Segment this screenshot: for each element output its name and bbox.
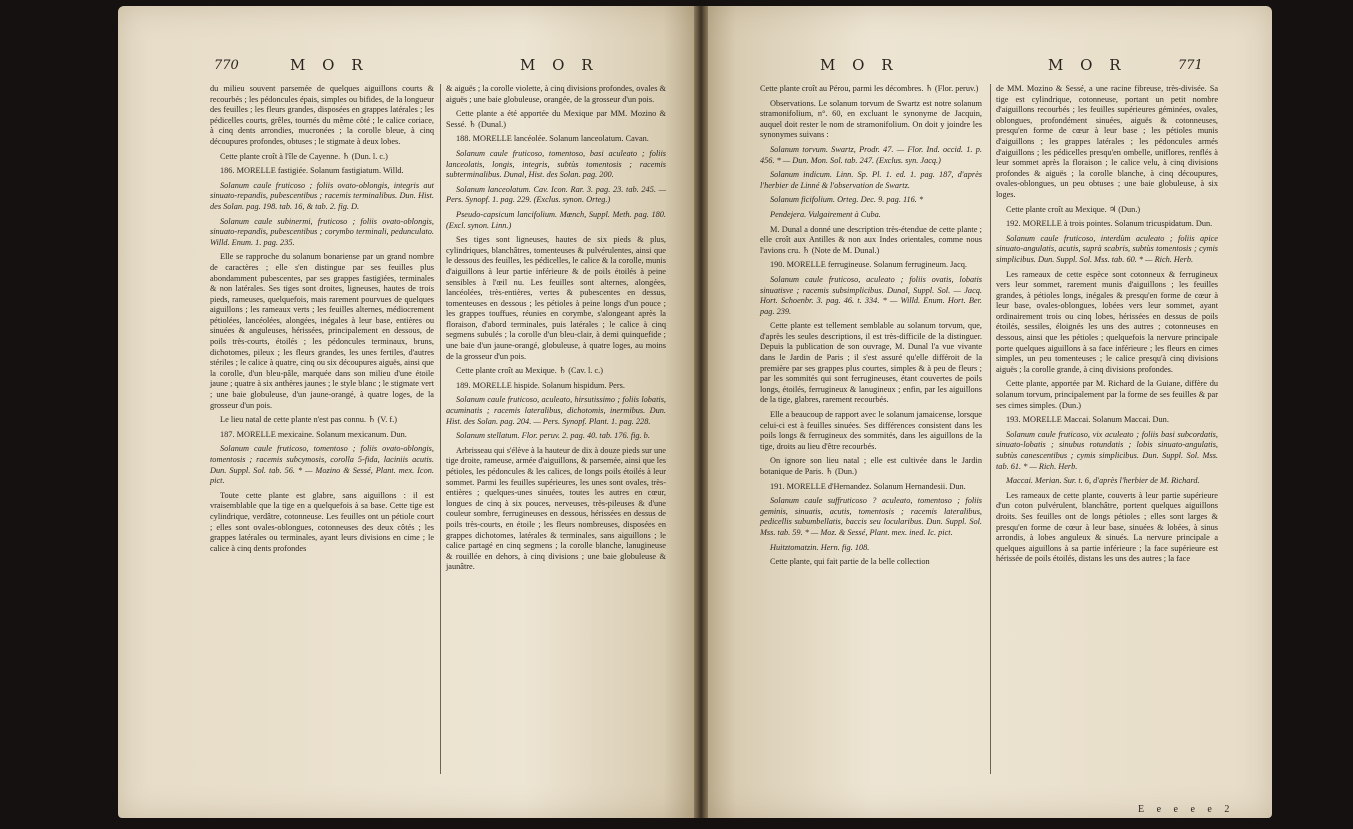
right-running-head-2: M O R xyxy=(1048,56,1127,74)
synonym: Solanum lanceolatum. Cav. Icon. Rar. 3. pag. 23. tab. 245. — Pers. Synopf. 1. pag. 229. (Exclus. synon. Orteg.) xyxy=(446,184,666,205)
paragraph: de MM. Mozino & Sessé, a une racine fibreuse, très-divisée. Sa tige est cylindrique, cotonneuse, portant un petit nombre d'aiguillons recourbés ; les feuilles supérieures géminées, ovales, oblongues, profondément sinuées, aiguës & cotonneuses, presqu'en forme de cœur à leur base ; les pétioles munis d'aiguillons ; les grappes latérales ; les pédoncules armés d'aiguillons ; les pédicelles presqu'en ombelle, uniflores, renflés à leur sommet après la floraison ; le calice velu, à cinq divisions profondes & aiguës ; la corolle blanche, à cinq découpures, ovales-oblongues, un peu obtuses ; une baie globuleuse, à six loges. xyxy=(996,84,1218,199)
synonym: Solanum ficifolium. Orteg. Dec. 9. pag. 116. * xyxy=(770,195,924,205)
synonym: Solanum torvum. Swartz, Prodr. 47. — Flor. Ind. occid. 1. p. 456. * — Dun. Mon. Sol. tab. 247. (Exclus. syn. Jacq.) xyxy=(760,144,982,165)
entry-heading: 190. MORELLE ferrugineuse. Solanum ferrugineum. Jacq. xyxy=(770,260,968,270)
left-column-rule xyxy=(440,84,441,774)
paragraph: Observations. Le solanum torvum de Swartz est notre solanum stramonifolium, n°. 60, en excluant le synonyme de Jacquin, auquel doit rester le nom de stramonifolium. On doit y joindre les synonymes suivans : xyxy=(760,98,982,140)
left-running-head-2: M O R xyxy=(520,56,599,74)
paragraph: Ses tiges sont ligneuses, hautes de six pieds & plus, cylindriques, blanchâtres, tomenteuses & pulvérulentes, ainsi que le dessous des feuilles, les pédicelles, le calice & la corolle, munis d'aiguillons à leur partie inférieure & de poils étoilés à peine sensibles à l'œil nu. Les feuilles sont alternes, alongées, lancéolées, très-entières, vertes & pubescentes en dessus, tomenteuses en dessous ; les pétioles à peine longs d'un pouce ; les grappes touffues, réunies en corymbe, s'alongeant après la floraison, d'abord terminales, puis latérales ; le calice à cinq segmens subulés ; la corolle d'un bleu-clair, à demi quinquefide ; une baie d'un jaune-orangé, globuleuse, à quatre loges, au moins de la grosseur d'un pois. xyxy=(446,235,666,361)
paragraph: Cette plante croît au Mexique. ♃ (Dun.) xyxy=(1006,204,1141,214)
paragraph: Cette plante croît à l'île de Cayenne. ♄ (Dun. l. c.) xyxy=(220,151,388,161)
paragraph: Arbrisseau qui s'élève à la hauteur de dix à douze pieds sur une tige droite, rameuse, armée d'aiguillons, & parsemée, ainsi que les pétioles, les pédoncules & les calices, de longs poils étoilés à leur sommet. Parmi les feuilles supérieures, les unes sont ovales, très-entières ; quelques-unes sinuées, toutes les autres en cœur, longues de cinq à six pouces, nerveuses, très-pileuses & d'une couleur sombre, ferrugineuses en dessous, hérissées en dessus de poils très-courts, en étoile ; les fleurs nombreuses, disposées en grappes dichotomes, latérales & terminales, sans aiguillons ; le calice partagé en cinq segmens ; la corolle blanche, lanugineuse & rouillée en dehors, à cinq divisions ; une baie globuleuse & jaunâtre. xyxy=(446,445,666,572)
paragraph: Cette plante croît au Mexique. ♄ (Cav. l. c.) xyxy=(456,366,603,376)
paragraph: Cette plante est tellement semblable au solanum torvum, que, d'après les seules descriptions, il est très-difficile de la distinguer. Depuis la publication de son ouvrage, M. Dunal l'a vue vivante dans le Jardin de Paris ; il s'est assuré qu'elle différoit de la première par ses grappes plus courtes, simples & à peu de fleurs ; par les sommités qui sont ferrugineuses, étant couvertes de poils longs, étoilés, ferrugineux & lanugineux ; enfin, par les aiguillons de la tige, glabres, rarement recourbés. xyxy=(760,321,982,405)
paragraph: Cette plante, apportée par M. Richard de la Guiane, diffère du solanum torvum, principalement par la forme de ses feuilles & par ses cimes simples. (Dun.) xyxy=(996,379,1218,410)
paragraph: Elle se rapproche du solanum bonariense par un grand nombre de caractères ; elle s'en distingue par ses feuilles plus abondamment pubescentes, par ses grappes fastigiées, terminales & non latérales. Ses tiges sont droites, ligneuses, hautes de trois pieds, rameuses, quelquefois, mais rarement pourvues de quelques aiguillons ; les rameaux verts ; les feuilles alternes, médiocrement pétiolées, lancéolées, alongées, inégales à leur base, entières ou sinuées & anguleuses, hérissées, principalement en dessous, de poils très-courts, étoilés ; les pédoncules terminaux, bruns, dichotomes, pileux ; les fleurs grandes, les unes fertiles, d'autres stériles ; le calice à quatre, cinq ou six découpures aiguës, ainsi que la corolle, d'un bleu-pâle, marquée dans son milieu d'une étoile jaune ; quatre à six anthères jaunes ; le style blanc ; le stigmate vert ; une baie globuleuse, d'un jaune-orangé, à quatre loges, de la grosseur d'un pois. xyxy=(210,252,434,410)
paragraph: & aiguës ; la corolle violette, à cinq divisions profondes, ovales & aiguës ; une baie globuleuse, orangée, de la grosseur d'un pois. xyxy=(446,84,666,104)
paragraph: Les rameaux de cette plante, couverts à leur partie supérieure d'un coton pulvérulent, blanchâtre, portent quelques aiguillons droits. Ses feuilles ont de longs pétioles ; elles sont larges & presqu'en forme de cœur à leur base, sinuées & lobées, à sinus arrondis, à lobes anguleux & sinués. La nervure principale a quelques aiguillons à sa partie inférieure ; la face supérieure est hérissée de poils étoilés, distans les uns des autres ; la face xyxy=(996,490,1218,564)
paragraph: Cette plante, qui fait partie de la belle collection xyxy=(770,557,930,567)
paragraph: Toute cette plante est glabre, sans aiguillons : il est vraisemblable que la tige en a quelquefois à sa base. Cette tige est cylindrique, verdâtre, cotonneuse. Les feuilles ont un pétiole court ; elles sont ovales-oblongues, cotonneuses des deux côtés ; les grappes latérales ou terminales, ayant leurs divisions en cime ; le calice à cinq dents profondes xyxy=(210,490,434,553)
entry-heading: 192. MORELLE à trois pointes. Solanum tricuspidatum. Dun. xyxy=(1006,219,1213,229)
paragraph: Cette plante croît au Pérou, parmi les décombres. ♄ (Flor. peruv.) xyxy=(760,84,979,93)
entry-heading: 186. MORELLE fastigiée. Solanum fastigiatum. Willd. xyxy=(220,166,404,176)
synonym: Pseudo-capsicum lancifolium. Mœnch, Suppl. Meth. pag. 180. (Excl. synon. Linn.) xyxy=(446,209,666,230)
right-page-number: 771 xyxy=(1178,58,1203,73)
paragraph: Cette plante a été apportée du Mexique par MM. Mozino & Sessé. ♄ (Dunal.) xyxy=(446,109,666,129)
left-page-column-1 xyxy=(210,84,434,558)
latin-diagnosis: Solanum caule fruticoso, aculeato ; foliis ovatis, lobatis sinuatisve ; racemis subsimplicibus. Dunal, Suppl. Sol. — Jacq. Hort. Schoenbr. 3. pag. 46. t. 334. * — Willd. Enum. Hort. Ber. pag. 239. xyxy=(760,274,982,316)
left-running-head-1: M O R xyxy=(290,56,369,74)
entry-heading: 188. MORELLE lancéolée. Solanum lanceolatum. Cavan. xyxy=(456,134,649,144)
paragraph: On ignore son lieu natal ; elle est cultivée dans le Jardin botanique de Paris. ♄ (Dun.) xyxy=(760,456,982,476)
right-column-rule xyxy=(990,84,991,774)
right-running-head-1: M O R xyxy=(820,56,899,74)
synonym: Huitztomatzin. Hern. fig. 108. xyxy=(770,542,870,552)
right-page-column-2 xyxy=(996,84,1218,569)
latin-diagnosis: Solanum caule fruticoso, aculeato, hirsutissimo ; foliis lobatis, acuminatis ; racemis lateralibus, dichotomis, inermibus. Dun. Hist. des Solan. pag. 204. — Pers. Synopf. Plant. 1. pag. 228. xyxy=(446,395,666,426)
right-page-column-1 xyxy=(760,84,982,572)
latin-diagnosis: Solanum caule fruticoso, tomentoso, basi aculeato ; foliis lanceolatis, longis, integris, subtùs tomentosis ; racemis subterminalibus. Dunal, Hist. des Solan. pag. 200. xyxy=(446,148,666,180)
synonym: Solanum stellatum. Flor. peruv. 2. pag. 40. tab. 176. fig. b. xyxy=(456,431,650,441)
left-page-column-2 xyxy=(446,84,666,577)
synonym: Pendejera. Vulgairement à Cuba. xyxy=(770,209,881,219)
synonym: Maccai. Merian. Sur. t. 6, d'après l'herbier de M. Richard. xyxy=(1006,476,1200,486)
paragraph: Le lieu natal de cette plante n'est pas connu. ♄ (V. f.) xyxy=(220,415,397,425)
latin-diagnosis: Solanum caule subinermi, fruticoso ; foliis ovato-oblongis, sinuato-repandis, pubescentibus ; corymbo terminali, pedunculato. Willd. Enum. 1. pag. 235. xyxy=(210,216,434,247)
latin-diagnosis: Solanum caule fruticoso, interdùm aculeato ; foliis apice sinuato-angulatis, acutis, suprà scabris, subtùs tomentosis ; cymis simplicibus. Dun. Suppl. Sol. Mss. tab. 60. * — Rich. Herb. xyxy=(996,233,1218,264)
latin-diagnosis: Solanum caule fruticoso ; foliis ovato-oblongis, integris aut sinuato-repandis, pubescentibus ; racemis terminalibus. Dun. Hist. des Solan. pag. 198. tab. 16, & tab. 2. fig. D. xyxy=(210,180,434,211)
paragraph: Les rameaux de cette espèce sont cotonneux & ferrugineux vers leur sommet, rarement munis d'aiguillons ; les feuilles grandes, à pétioles longs, inégales & presqu'en forme de cœur à leur base, ovales-oblongues, lobées vers leur sommet, ayant ordinairement trois ou cinq lobes, hérissées en dessus de poils étoilés, sessiles, éloignés les uns des autres ; cotonneuses en dessous, ainsi que les pétioles ; quelquefois la nervure principale porte quelques aiguillons à sa face inférieure ; les fleurs en cimes simples, un peu tomenteuses ; le calice presqu'à cinq divisions aiguës ; la corolle grande, à cinq divisions profondes. xyxy=(996,269,1218,374)
latin-diagnosis: Solanum caule fruticoso, vix aculeato ; foliis basi subcordatis, sinuato-lobatis ; sinubus rotundatis ; lobis sinuato-angulatis, subtùs canescentibus ; cymis simplicibus. Dun. Suppl. Sol. Mss. tab. 61. * — Rich. Herb. xyxy=(996,429,1218,471)
latin-diagnosis: Solanum caule suffruticoso ? aculeato, tomentoso ; foliis geminis, sinuatis, acutis, tomentosis ; racemis lateralibus, pedicellis subumbellatis, baccis seu locularibus. Dun. Suppl. Sol. Mss. tab. 59. * — Moz. & Sessé, Plant. mex. ined. Ic. pict. xyxy=(760,496,982,537)
entry-heading: 193. MORELLE Maccai. Solanum Maccai. Dun. xyxy=(1006,415,1169,425)
signature-mark: E e e e e 2 xyxy=(1138,804,1235,815)
entry-heading: 191. MORELLE d'Hernandez. Solanum Hernandesii. Dun. xyxy=(770,481,966,491)
book-gutter xyxy=(694,6,708,818)
entry-heading: 189. MORELLE hispide. Solanum hispidum. Pers. xyxy=(456,380,625,390)
paragraph: Elle a beaucoup de rapport avec le solanum jamaicense, lorsque celui-ci est à feuilles sinuées. Ses différences consistent dans les poils longs & ferrugineux des sommités, dans les aiguillons de la tige, droits au lieu d'être recourbés. xyxy=(760,410,982,451)
paragraph: M. Dunal a donné une description très-étendue de cette plante ; elle croît aux Antilles & non aux Indes orientales, comme nous l'avions cru. ♄ (Note de M. Dunal.) xyxy=(760,224,982,255)
left-page-number: 770 xyxy=(214,58,239,73)
paragraph: du milieu souvent parsemée de quelques aiguillons courts & recourbés ; les pédoncules épais, simples ou bifides, de la longueur des feuilles ; les fleurs grandes, disposées en grappes latérales ; les pédicelles courts, grêles, tournés du même côté ; le calice coriace, à cinq dents arrondies, mucronées ; la corolle bleue, à cinq découpures profondes, obtuses ; le stigmate à deux lobes. xyxy=(210,84,434,146)
latin-diagnosis: Solanum caule fruticoso, tomentoso ; foliis ovato-oblongis, tomentosis ; racemis subcymosis, corolla 5-fida, laciniis acutis. Dun. Suppl. Sol. tab. 56. * — Mozino & Sessé, Plant. mex. Icon. pict. xyxy=(210,444,434,486)
entry-heading: 187. MORELLE mexicaine. Solanum mexicanum. Dun. xyxy=(220,429,407,439)
synonym: Solanum indicum. Linn. Sp. Pl. 1. ed. 1. pag. 187, d'après l'herbier de Linné & l'observation de Swartz. xyxy=(760,170,982,190)
